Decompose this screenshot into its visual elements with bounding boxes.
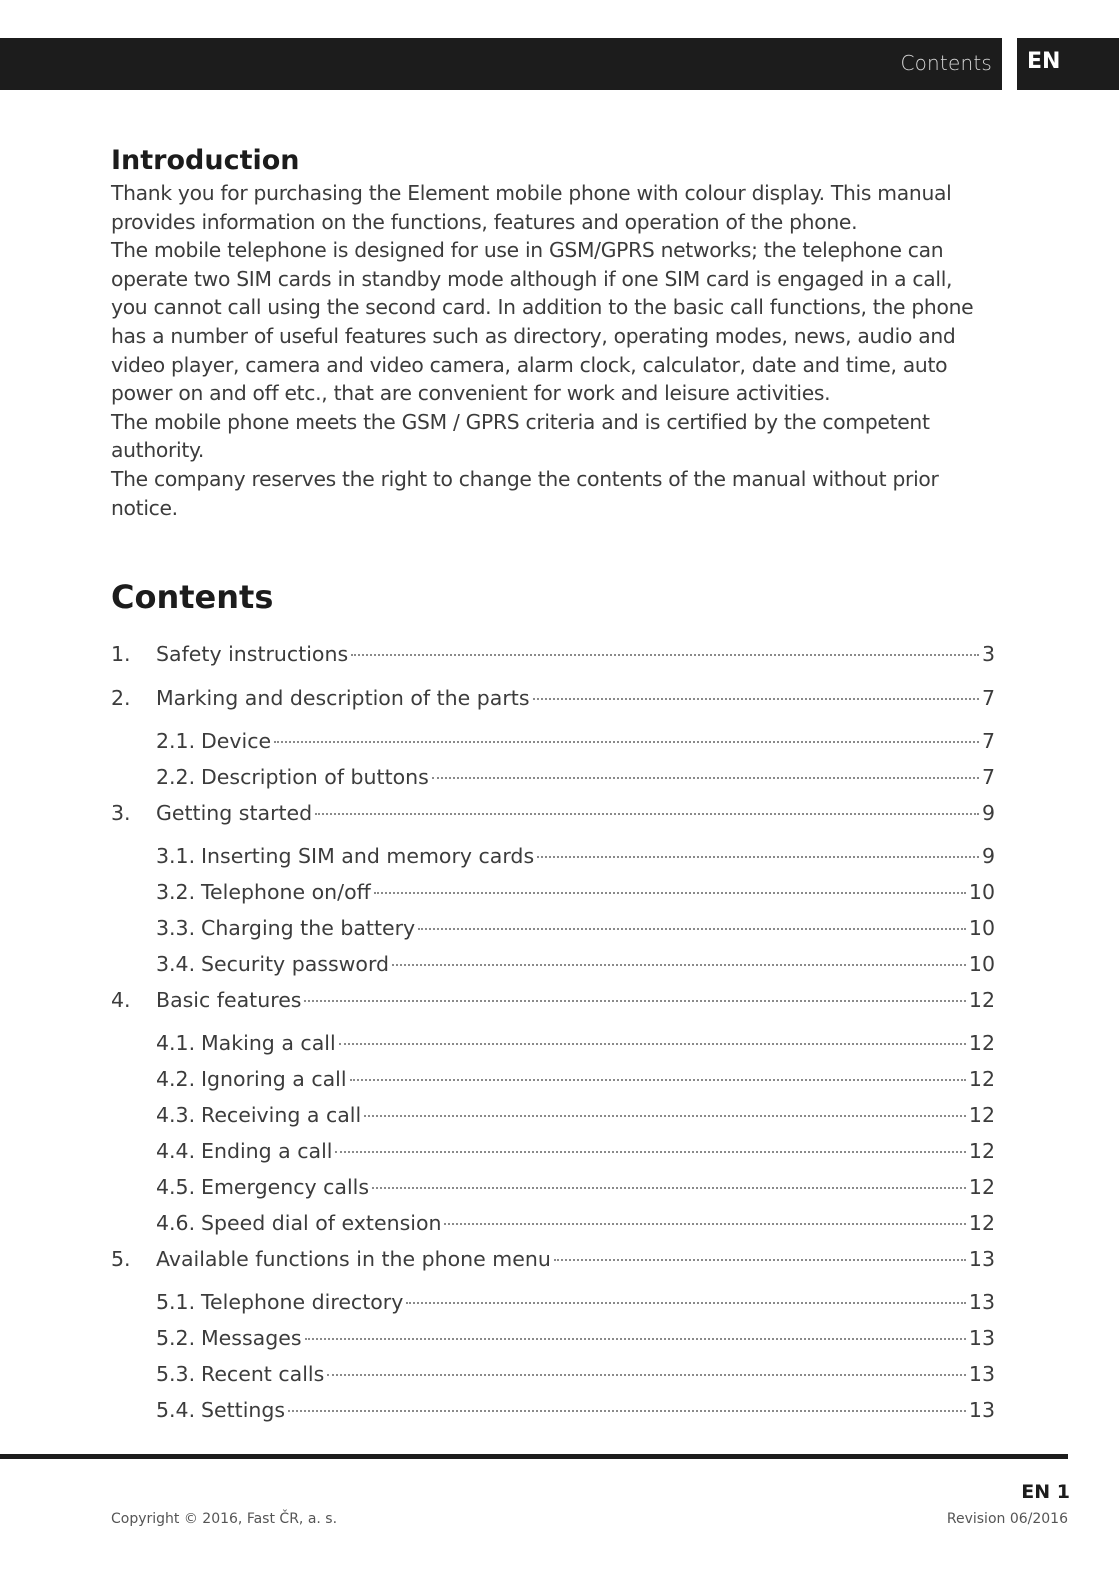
language-label: EN — [1027, 49, 1061, 74]
toc-page-number: 12 — [968, 1067, 995, 1091]
toc-page-number: 7 — [981, 686, 995, 710]
toc-page-number: 12 — [968, 1175, 995, 1199]
toc-label: Ignoring a call — [201, 1067, 347, 1091]
toc-label: Description of buttons — [201, 765, 429, 789]
toc-leader-dots — [406, 1302, 966, 1304]
contents-heading: Contents — [111, 578, 274, 616]
toc-leader-dots — [392, 964, 966, 966]
intro-paragraph: The mobile phone meets the GSM / GPRS criteria and is certified by the competent authority. — [111, 409, 930, 463]
contents-section — [111, 575, 995, 1422]
toc-page-number: 9 — [981, 801, 995, 825]
toc-subentry[interactable] — [156, 841, 995, 871]
toc-number: 5. — [111, 1247, 131, 1271]
toc-entry[interactable] — [111, 683, 995, 713]
toc-page-number: 12 — [968, 1031, 995, 1055]
toc-leader-dots — [315, 813, 979, 815]
toc-subentry[interactable] — [156, 877, 995, 907]
toc-number: 5.3. — [156, 1362, 196, 1386]
toc-number: 2.2. — [156, 765, 196, 789]
toc-entry[interactable] — [111, 639, 995, 669]
toc-page-number: 13 — [968, 1326, 995, 1350]
intro-paragraph: Thank you for purchasing the Element mobile phone with colour display. This manual provides information on the functions, features and operation of the phone. — [111, 181, 952, 234]
toc-entry[interactable] — [111, 1244, 995, 1274]
toc-subentry[interactable] — [156, 949, 995, 979]
toc-leader-dots — [418, 928, 966, 930]
toc-leader-dots — [374, 892, 966, 894]
toc-page-number: 10 — [968, 880, 995, 904]
toc-number: 2.1. — [156, 729, 196, 753]
toc-leader-dots — [288, 1410, 966, 1412]
toc-leader-dots — [533, 698, 979, 700]
toc-number: 3.4. — [156, 952, 196, 976]
toc-label: Making a call — [201, 1031, 336, 1055]
toc-subentry[interactable] — [156, 1028, 995, 1058]
toc-leader-dots — [339, 1043, 966, 1045]
toc-label: Device — [201, 729, 272, 753]
toc-leader-dots — [351, 654, 979, 656]
toc-label: Receiving a call — [201, 1103, 362, 1127]
toc-subentry[interactable] — [156, 913, 995, 943]
intro-paragraph: The mobile telephone is designed for use in GSM/GPRS networks; the telephone can operate two SIM cards in standby mode although if one SIM card is engaged in a call, you cannot call using the second card. In addition to the basic call functions, the phone has a number of useful features such as directory, operating modes, news, audio and video player, camera and video camera, alarm clock, calculator, date and time, auto power on and off etc., that are convenient for work and leisure activities. — [111, 238, 974, 406]
toc-label: Security password — [201, 952, 390, 976]
toc-subentry[interactable] — [156, 1287, 995, 1317]
toc-subentry[interactable] — [156, 1136, 995, 1166]
toc-label: Recent calls — [201, 1362, 325, 1386]
toc-leader-dots — [537, 856, 979, 858]
page-number: EN 1 — [1021, 1481, 1070, 1503]
toc-page-number: 12 — [968, 988, 995, 1012]
toc-number: 4.3. — [156, 1103, 196, 1127]
toc-subentry[interactable] — [156, 1172, 995, 1202]
toc-subentry[interactable] — [156, 762, 995, 792]
toc-number: 4. — [111, 988, 131, 1012]
toc-subentry[interactable] — [156, 1208, 995, 1238]
toc-number: 3.1. — [156, 844, 196, 868]
toc-label: Safety instructions — [156, 642, 349, 666]
toc-label: Marking and description of the parts — [156, 686, 530, 710]
toc-leader-dots — [335, 1151, 965, 1153]
toc-number: 5.1. — [156, 1290, 196, 1314]
toc-leader-dots — [364, 1115, 966, 1117]
toc-number: 4.6. — [156, 1211, 196, 1235]
intro-paragraph: The company reserves the right to change the contents of the manual without prior notice. — [111, 466, 939, 520]
toc-subentry[interactable] — [156, 1064, 995, 1094]
revision-label: Revision 06/2016 — [946, 1511, 1068, 1527]
toc-label: Settings — [201, 1398, 286, 1422]
toc-subentry[interactable] — [156, 1395, 995, 1425]
toc-number: 3. — [111, 801, 131, 825]
toc-label: Speed dial of extension — [201, 1211, 442, 1235]
introduction-heading: Introduction — [111, 145, 300, 176]
toc-page-number: 13 — [968, 1398, 995, 1422]
toc-number: 1. — [111, 642, 131, 666]
toc-number: 3.2. — [156, 880, 196, 904]
toc-page-number: 7 — [981, 765, 995, 789]
toc-leader-dots — [372, 1187, 966, 1189]
toc-page-number: 3 — [981, 642, 995, 666]
toc-page-number: 13 — [968, 1362, 995, 1386]
toc-label: Basic features — [156, 988, 302, 1012]
toc-subentry[interactable] — [156, 1359, 995, 1389]
header-bar — [0, 38, 1002, 90]
toc-label: Emergency calls — [201, 1175, 370, 1199]
toc-leader-dots — [444, 1223, 965, 1225]
toc-subentry[interactable] — [156, 1323, 995, 1353]
toc-entry[interactable] — [111, 798, 995, 828]
introduction-section — [111, 143, 991, 522]
toc-number: 2. — [111, 686, 131, 710]
toc-subentry[interactable] — [156, 1100, 995, 1130]
toc-page-number: 10 — [968, 952, 995, 976]
toc-page-number: 7 — [981, 729, 995, 753]
footer-rule — [0, 1454, 1068, 1459]
language-badge — [1017, 38, 1119, 90]
toc-label: Telephone directory — [201, 1290, 404, 1314]
toc-number: 5.2. — [156, 1326, 196, 1350]
toc-number: 4.1. — [156, 1031, 196, 1055]
toc-page-number: 12 — [968, 1139, 995, 1163]
toc-page-number: 13 — [968, 1247, 995, 1271]
toc-number: 4.4. — [156, 1139, 196, 1163]
toc-label: Telephone on/off — [201, 880, 371, 904]
copyright-notice: Copyright © 2016, Fast ČR, a. s. — [111, 1511, 338, 1527]
toc-leader-dots — [350, 1079, 966, 1081]
toc-label: Inserting SIM and memory cards — [201, 844, 535, 868]
toc-leader-dots — [304, 1000, 965, 1002]
toc-leader-dots — [432, 777, 979, 779]
toc-page-number: 9 — [981, 844, 995, 868]
toc-label: Available functions in the phone menu — [156, 1247, 551, 1271]
toc-leader-dots — [305, 1338, 966, 1340]
toc-number: 4.2. — [156, 1067, 196, 1091]
toc-page-number: 12 — [968, 1211, 995, 1235]
toc-entry[interactable] — [111, 985, 995, 1015]
toc-leader-dots — [327, 1374, 966, 1376]
toc-label: Ending a call — [201, 1139, 333, 1163]
toc-number: 3.3. — [156, 916, 196, 940]
toc-page-number: 12 — [968, 1103, 995, 1127]
toc-leader-dots — [274, 741, 979, 743]
toc-page-number: 10 — [968, 916, 995, 940]
toc-number: 4.5. — [156, 1175, 196, 1199]
toc-page-number: 13 — [968, 1290, 995, 1314]
header-title: Contents — [900, 51, 992, 75]
toc-leader-dots — [554, 1259, 966, 1261]
toc-subentry[interactable] — [156, 726, 995, 756]
toc-label: Messages — [201, 1326, 302, 1350]
toc-label: Getting started — [156, 801, 313, 825]
toc-label: Charging the battery — [201, 916, 416, 940]
toc-number: 5.4. — [156, 1398, 196, 1422]
